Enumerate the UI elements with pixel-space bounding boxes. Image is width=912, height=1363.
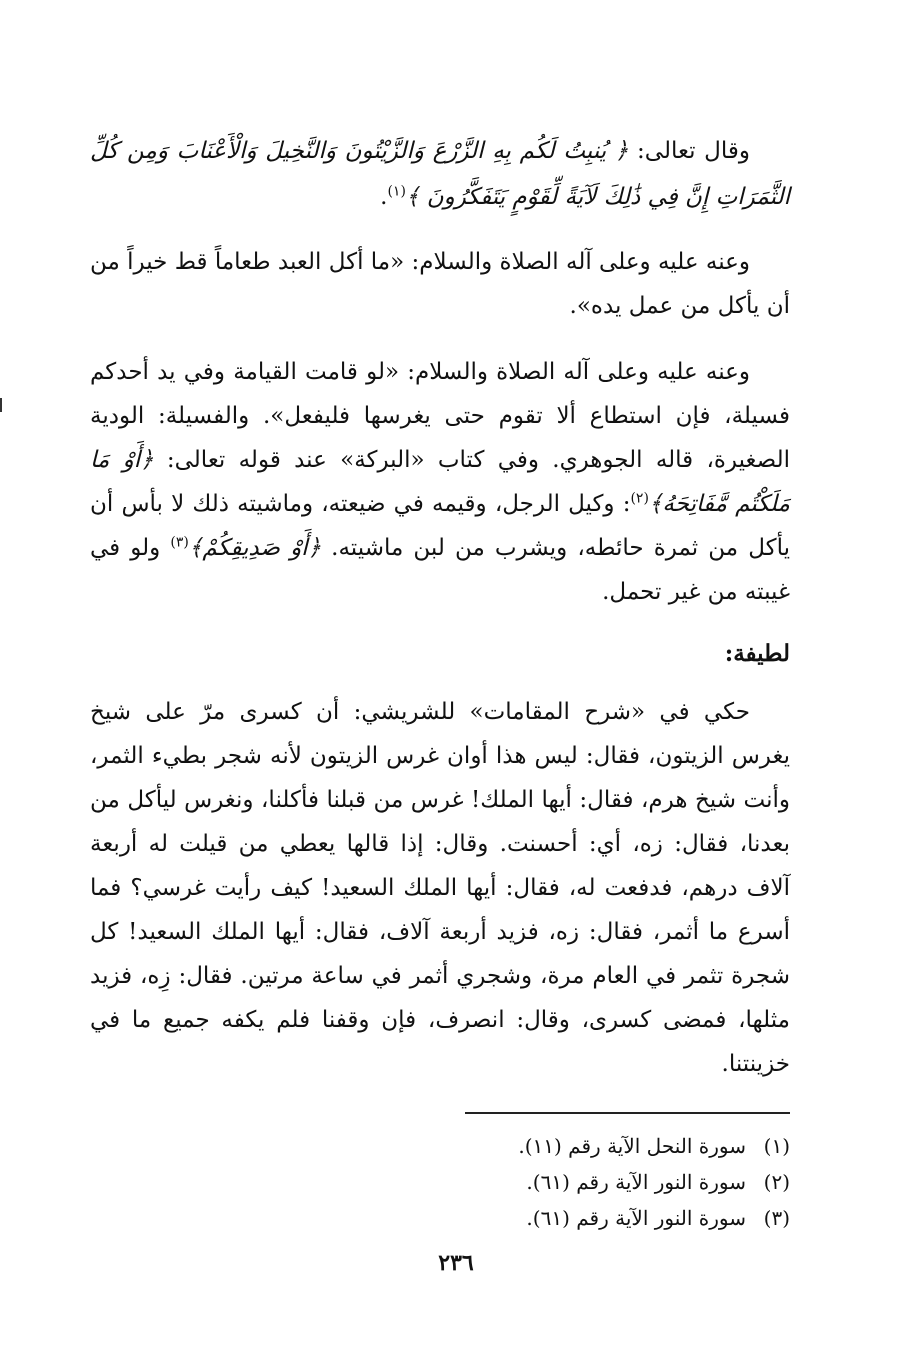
paragraph-1 [90,128,790,220]
paragraph-3-text-a: وعنه عليه وعلى آله الصلاة والسلام: «لو قامت القيامة وفي يد أحدكم فسيلة، فإن استطاع ألا تقوم حتى يغرسها فليفعل». والفسيلة: الودية الصغيرة، قاله الجوهري. وفي كتاب «البركة» عند قوله تعالى: [90,359,790,473]
footnote-divider [465,1112,790,1114]
quran-verse-3: ﴿أَوْ صَدِيقِكُمْ﴾ [188,535,322,561]
section-heading: لطيفة: [724,640,790,667]
footnote-text: سورة النور الآية رقم (٦١). [526,1206,746,1230]
paragraph-3 [90,350,790,614]
margin-mark [0,398,8,412]
footnote-item [430,1164,790,1200]
paragraph-3-text-b: : وكيل الرجل، وقيمه في ضيعته، وماشيته ذلك لا بأس أن يأكل من ثمرة حائطه، ويشرب من لبن ماشيته. [90,491,790,561]
paragraph-2-text: وعنه عليه وعلى آله الصلاة والسلام: «ما أكل العبد طعاماً قط خيراً من أن يأكل من عمل يده». [90,249,790,319]
footnote-number: (١) [763,1134,790,1158]
footnote-text: سورة النحل الآية رقم (١١). [518,1134,746,1158]
footnote-ref-3: (٣) [170,534,189,551]
footnotes [430,1128,790,1236]
page-body [90,128,790,1086]
footnote-text: سورة النور الآية رقم (٦١). [526,1170,746,1194]
paragraph-1-end: . [380,184,388,210]
footnote-ref-1: (١) [387,183,406,200]
paragraph-2 [90,240,790,328]
footnote-item [430,1200,790,1236]
page-number: ٢٣٦ [438,1250,474,1276]
paragraph-4-text: حكي في «شرح المقامات» للشريشي: أن كسرى مرّ على شيخ يغرس الزيتون، فقال: ليس هذا أوان غرس الزيتون لأنه شجر بطيء الثمر، وأنت شيخ هرم، فقال: أيها الملك! غرس من قبلنا فأكلنا، ونغرس ليأكل من بعدنا، فقال: زه، أي: أحسنت. وقال: إذا قالها يعطي من قيلت له أربعة آلاف درهم، فدفعت له، فقال: أيها الملك السعيد! كيف رأيت غرسي؟ فما أسرع ما أثمر، فقال: زه، فزيد أربعة آلاف، فقال: أيها الملك السعيد! كل شجرة تثمر في العام مرة، وشجري أثمر في ساعة مرتين. فقال: زِه، فزيد مثلها، فمضى كسرى، وقال: انصرف، فإن وقفنا فلم يكفه جميع ما في خزينتنا. [90,699,790,1077]
footnote-number: (٣) [763,1206,790,1230]
quran-verse-2: ﴿أَوْ مَا مَلَكْتُم مَّفَاتِحَهُ﴾ [90,447,790,517]
paragraph-3-text-c: ولو في غيبته من غير تحمل. [90,535,790,605]
paragraph-1-intro: وقال تعالى: [628,138,750,164]
footnote-ref-2: (٢) [630,490,649,507]
quran-verse-1: ﴿ يُنبِتُ لَكُم بِهِ الزَّرْعَ وَالزَّيْتُونَ وَالنَّخِيلَ وَالْأَعْنَابَ وَمِن كُلِّ الثَّمَرَاتِ إِنَّ فِي ذَٰلِكَ لَآيَةً لِّقَوْمٍ يَتَفَكَّرُونَ ﴾ [90,138,790,210]
footnote-item [430,1128,790,1164]
footnote-number: (٢) [763,1170,790,1194]
paragraph-4 [90,690,790,1086]
